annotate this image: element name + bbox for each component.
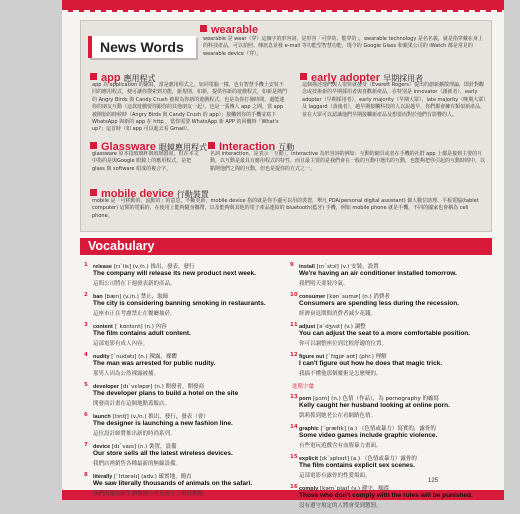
page-number: 125 — [428, 478, 439, 484]
definition-app: app 為 application 的縮寫，當是應用程式之。如同電腦一樣，也有智慧手機上安裝不同的應用程式，便可讓你搜索到功能，新規則，如新，提供你新的遊戲程式，如新是熱門的 Angry Birds 與 Candy Crush 被視為你新的遊戲程式，也是為你打發時間。還能連你的朋友互動（這款遊戲要你跟你的其他朋友一起），也是一張傳人 app 之間，當 app 被開始的時候時（Angry Birds 與 Candy Crush 的 app）；接觸到你的手機並寫下 WhatsApp 與新的 app 在 http ，當你需要 WhatsApp 新 APP 的回覆時「What's up?」這首時（如 app 可以進去看 Gmail）。 — [92, 82, 288, 133]
definition-glassware: glassware 原本指玻璃杯與玻璃器皿，但在本文中指的是與Google 眼鏡上的應用程式，是把 glass 與 software 組成的複合字。 — [92, 151, 199, 172]
term-mobile-device: mobile device 行動裝置 — [90, 184, 209, 202]
vocab-item: 2 ban [bæn] (v./n.) 禁止，取締 The city is considering banning smoking in restaurants. 這座市正在考慮禁止在餐廳抽菸。 — [84, 292, 266, 317]
definition-early-adopter: 這個描述他們與人很快就接受（Everett Rogers）提出的創新擴散理論，即針對觀念或技術新的早期採用者與喜歡新產品，在特別是 innovator（創新者）、early adopter（早期採用者）、early majority（早期大眾）、late majority（晚期大眾）及 laggard（落後者），越早期接觸科技的人以說越早，你們都會擁有類似新產品，並在大眾可以認識他們早期接觸新產品及想要而對於他們有影響的人。 — [302, 82, 486, 118]
square-bullet-icon — [200, 25, 207, 32]
square-bullet-icon — [90, 73, 97, 80]
square-bullet-icon — [90, 189, 97, 196]
advanced-vocab-label: 進階字彙 — [292, 384, 315, 390]
vocab-column-right — [290, 262, 490, 514]
torn-paper-top — [62, 0, 504, 12]
term-early-adopter: early adopter 早期採用者 — [300, 68, 423, 86]
vocab-column-left — [84, 262, 280, 502]
definition-wearable: wearable 是 wear（穿）這個字的形容詞，是形容「可穿的、能穿的」，wearable technology 是名名義，就是指穿戴在身上的科技產品，可以拍照、傳訊息並發 e-mail 等功能型智慧功能，現今的 Google Glass 和蘋果公司的 iWatch 都是常見的 wearable device（穿）。 — [203, 36, 483, 57]
square-bullet-icon — [90, 142, 97, 149]
vocab-item: 4 nudity [ˋnudətɪ] (n.) 裸露，裸體 The man was arrested for public nudity. 那男人因為公然裸露被捕。 — [84, 352, 216, 377]
vocab-item: 10 consumer [kənˋsumɚ] (n.) 消費者 Consumers are spending less during the recession. 經濟衰退期間消費者減少花錢。 — [290, 292, 460, 317]
vocab-item: 14 graphic [ˋgræfɪk] (a.) （色情或暴力）寫實的，露骨的 Some video games include graphic violence. 有些電玩遊戲含有血腥暴力畫面。 — [290, 424, 438, 449]
vocab-item: 11 adjust [əˋdʒʌst] (v.) 調整 You can adjust the seat to a more comfortable position. 你可以調整座位到比較舒適的位置。 — [290, 322, 471, 347]
vocab-item: 12 figure out [ˋfɪgjɚ aʊt] (phr.) 理解 I can't figure out how he does that magic trick. 我搞不懂他那個魔術是怎麼變的。 — [290, 352, 443, 377]
vocab-item: 1 release [rɪˋlis] (v./n.) 推出，發表，發行 The company will release its new product next week. 這間公司將在下週發表新的產品。 — [84, 262, 256, 287]
vocab-item: 3 content [ˋkɑntɛnt] (n.) 內容 The film contains adult content. 這部電影有成人內容。 — [84, 322, 191, 347]
square-bullet-icon — [300, 73, 307, 80]
vocab-item: 8 literally [ˋlɪtərəlɪ] (adv.) 確實地，簡直 We saw literally thousands of animals on the safari. 我們的確在野生動物園中看見成千上萬的動物。 — [84, 472, 253, 497]
definition-interaction: 名詞 interaction，是表示「互動」，interactive 為形容詞的例如：互動的網頁或者在手機的社群 app 上都是接到主要的互動，以互動是最具有應用程式的特性，而且最主要的是我們會在一般的互動中選出的互動，也能夠把你引起的互動時間中，以點開他們之間的互動，但也是提你的方式之一。 — [210, 151, 486, 172]
term-interaction: Interaction 互動 — [208, 137, 294, 155]
term-en: wearable — [211, 24, 259, 36]
news-words-title: News Words — [100, 39, 184, 55]
vocab-item: 9 install [ɪnˋstɔl] (v.) 安裝，設置 We're having an air conditioner installed tomorrow. 我們明天要裝冷氣。 — [290, 262, 457, 287]
vocab-item: 16 comply [kəmˋplaɪ] (v.) 遵守，順從 Those who don't comply with the rules will be punished. 沒有遵守規定的人將會受到懲罰。 — [290, 484, 473, 509]
vocab-item: 5 developer [dɪˋvɛləpɚ] (n.) 開發者，開發商 The developer plans to build a hotel on the site 開發商計畫在這個地點蓋飯店。 — [84, 382, 239, 407]
vocab-item: 7 device [dɪˋvaɪs] (n.) 裝置，設備 Our store sells all the latest wireless devices. 我們店裡銷售各種最新的無線設備。 — [84, 442, 233, 467]
term-app: app 應用程式 — [90, 68, 156, 86]
definition-mobile-device: mobile 是「可移動的、流動的」的意思，不斷更新，mobile device 指的就是你手邊可以用的裝置，舉凡 PDA(personal digital assistant) 個人數位助理、平板電腦(tablet computer) 這類的電腦的，在使用上能夠隨身攜帶，以及能夠與其他的電子產品連結的 bluetooth(藍牙) 手機，例如 mobile phone 就是手機，不同的國家也會稱為 cell phone。 — [92, 198, 479, 219]
news-words-heading — [88, 36, 196, 58]
vocab-item: 15 explicit [ɪkˋsplɪsɪt] (a.) （色情或暴力）露骨的 The film contains explicit sex scenes. 這部電影有露骨的性愛場面。 — [290, 454, 417, 479]
vocab-item: 13 porn [pɔrn] (n.) 色情（作品），為 pornography 的縮寫 Kelly caught her husband looking at online porn. 凱莉抓到她老公在看網路色情。 — [290, 394, 450, 419]
term-glassware: Glassware 眼鏡應用程式 — [90, 137, 207, 155]
vocabulary-title: Vocabulary — [88, 239, 155, 253]
square-bullet-icon — [208, 142, 215, 149]
vocab-item: 6 launch [lɔntʃ] (v./n.) 推出，發行，發表（會） The designer is launching a new fashion line. 這位設計師將推出新的時尚系列。 — [84, 412, 233, 437]
vocabulary-banner — [80, 238, 492, 255]
